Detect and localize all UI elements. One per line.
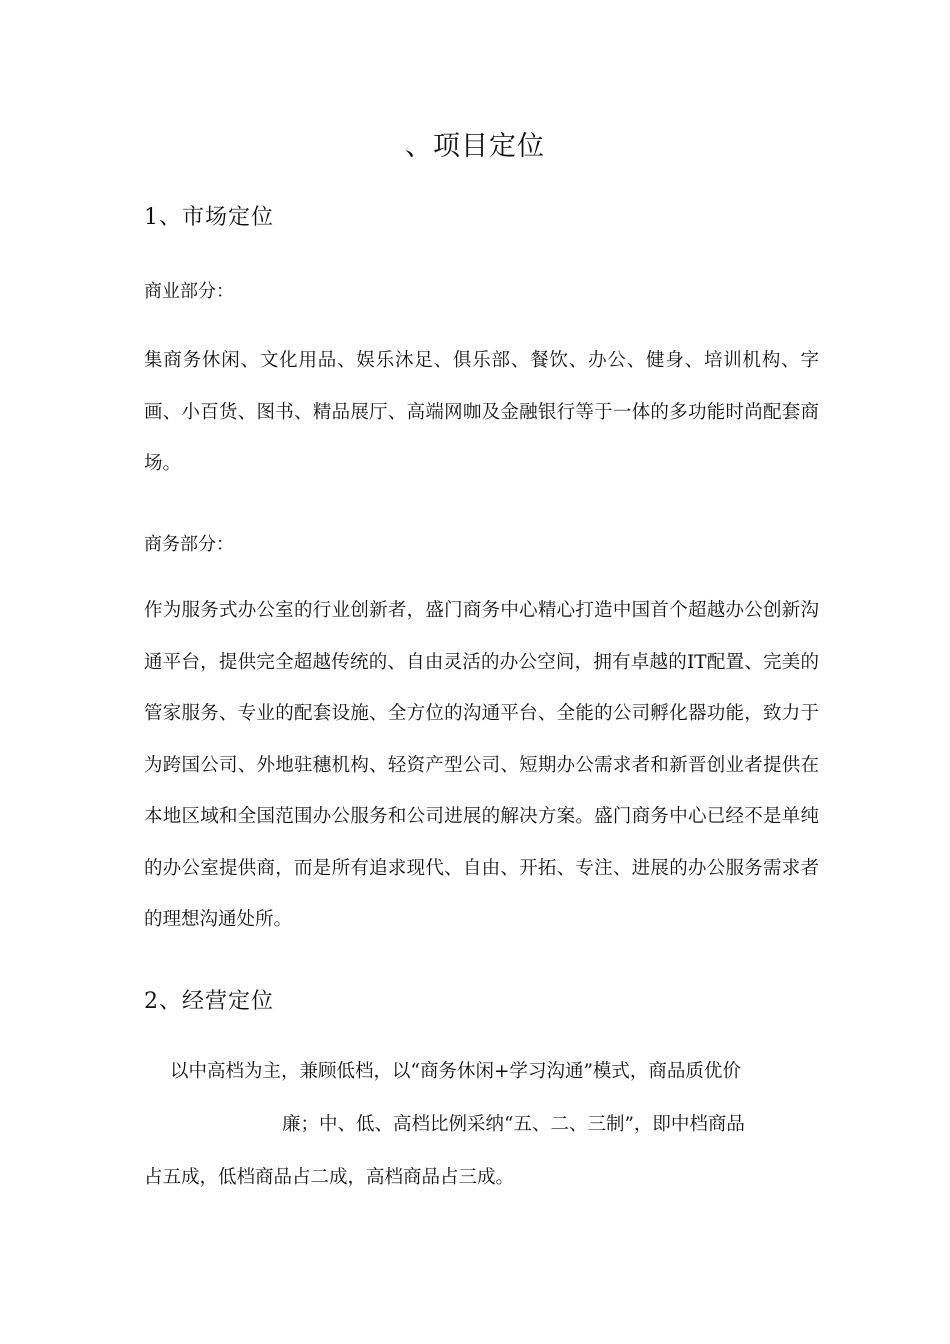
document-title: 、项目定位 <box>405 131 545 162</box>
section-heading-operation-positioning: 2、经营定位 <box>144 989 274 1014</box>
operation-paragraph-line-2: 廉；中、低、高档比例采纳“五、二、三制”，即中档商品 <box>282 1114 745 1135</box>
commercial-section-paragraph: 集商务休闲、文化用品、娱乐沐足、俱乐部、餐饮、办公、健身、培训机构、字画、小百货、图书、精品展厅、高端网咖及金融银行等于一体的多功能时尚配套商场。 <box>144 350 819 474</box>
operation-paragraph-line-3: 占五成，低档商品占二成，高档商品占三成。 <box>144 1167 515 1188</box>
commercial-section-label: 商业部分： <box>144 281 234 302</box>
business-section-label: 商务部分： <box>144 534 234 555</box>
section-heading-market-positioning: 1、市场定位 <box>144 205 274 230</box>
operation-paragraph-line-1: 以中高档为主，兼顾低档，以“商务休闲+学习沟通”模式，商品质优价 <box>170 1061 741 1082</box>
business-section-paragraph: 作为服务式办公室的行业创新者，盛门商务中心精心打造中国首个超越办公创新沟通平台，提供完全超越传统的、自由灵活的办公空间，拥有卓越的IT配置、完美的管家服务、专业的配套设施、全方位的沟通平台、全能的公司孵化器功能，致力于为跨国公司、外地驻穗机构、轻资产型公司、短期办公需求者和新晋创业者提供在本地区域和全国范围办公服务和公司进展的解决方案。盛门商务中心已经不是单纯的办公室提供商，而是所有追求现代、自由、开拓、专注、进展的办公服务需求者的理想沟通处所。 <box>144 600 819 930</box>
